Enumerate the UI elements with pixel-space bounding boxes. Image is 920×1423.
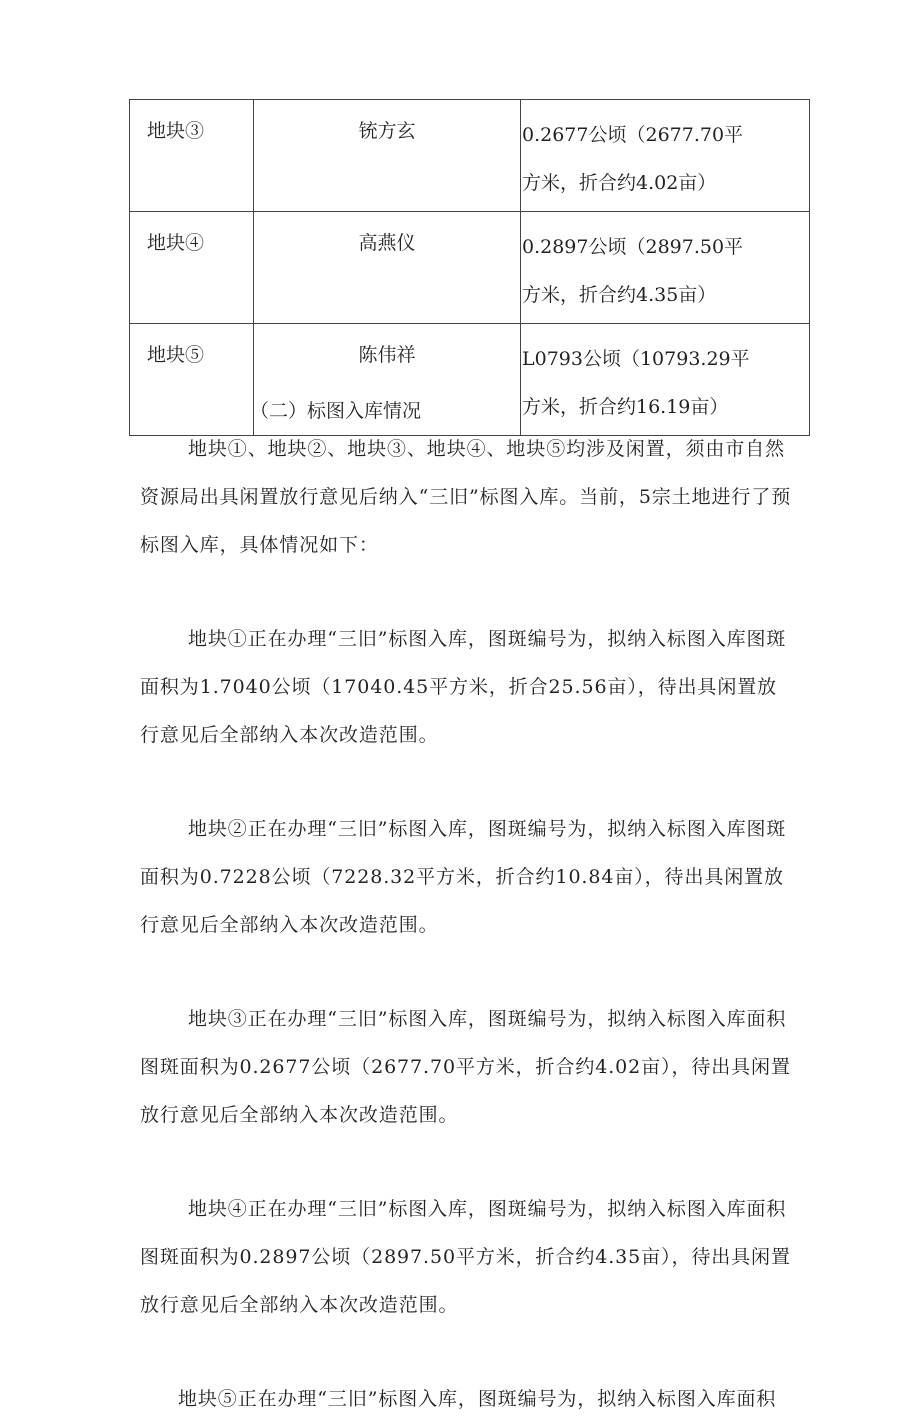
owner-cell: 铳方玄 <box>254 100 521 212</box>
table-row <box>130 212 810 324</box>
paragraph: 地块⑤正在办理“三旧”标图入库，图斑编号为，拟纳入标图入库面积 <box>178 1388 777 1410</box>
plot-name-cell: 地块③ <box>130 100 254 212</box>
section-heading: （二）标图入库情况 <box>250 400 422 422</box>
area-cell <box>521 100 810 212</box>
paragraph: 地块③正在办理“三旧”标图入库，图斑编号为，拟纳入标图入库面积图斑面积为0.2677公顷（2677.70平方米，折合约4.02亩），待出具闲置放行意见后全部纳入本次改造范围。 <box>140 1008 791 1126</box>
paragraph: 地块①正在办理“三旧”标图入库，图斑编号为，拟纳入标图入库图斑面积为1.7040公顷（17040.45平方米，折合25.56亩），待出具闲置放行意见后全部纳入本次改造范围。 <box>140 628 787 746</box>
area-line: L0793公顷（10793.29平 <box>522 348 750 370</box>
plot-name-cell: 地块④ <box>130 212 254 324</box>
area-line: 方米，折合约4.02亩） <box>522 172 717 194</box>
plot-name-cell: 地块⑤ <box>130 324 254 436</box>
area-cell <box>521 324 810 436</box>
area-line: 方米，折合约4.35亩） <box>522 284 717 306</box>
paragraph: 地块②正在办理“三旧”标图入库，图斑编号为，拟纳入标图入库图斑面积为0.7228公顷（7228.32平方米，折合约10.84亩），待出具闲置放行意见后全部纳入本次改造范围。 <box>140 818 787 936</box>
body-text <box>140 425 795 1423</box>
plot-table <box>129 99 810 436</box>
area-cell <box>521 212 810 324</box>
table-row <box>130 100 810 212</box>
area-line: 0.2897公顷（2897.50平 <box>522 236 744 258</box>
area-line: 方米，折合约16.19亩） <box>522 396 729 418</box>
paragraph: 地块①、地块②、地块③、地块④、地块⑤均涉及闲置，须由市自然资源局出具闲置放行意见后纳入“三旧”标图入库。当前，5宗土地进行了预标图入库，具体情况如下： <box>140 438 792 556</box>
table-row <box>130 324 810 436</box>
paragraph: 地块④正在办理“三旧”标图入库，图斑编号为，拟纳入标图入库面积图斑面积为0.2897公顷（2897.50平方米，折合约4.35亩），待出具闲置放行意见后全部纳入本次改造范围。 <box>140 1198 791 1316</box>
area-line: 0.2677公顷（2677.70平 <box>522 124 744 146</box>
owner-cell: 陈伟祥 <box>254 324 521 436</box>
owner-cell: 高燕仪 <box>254 212 521 324</box>
